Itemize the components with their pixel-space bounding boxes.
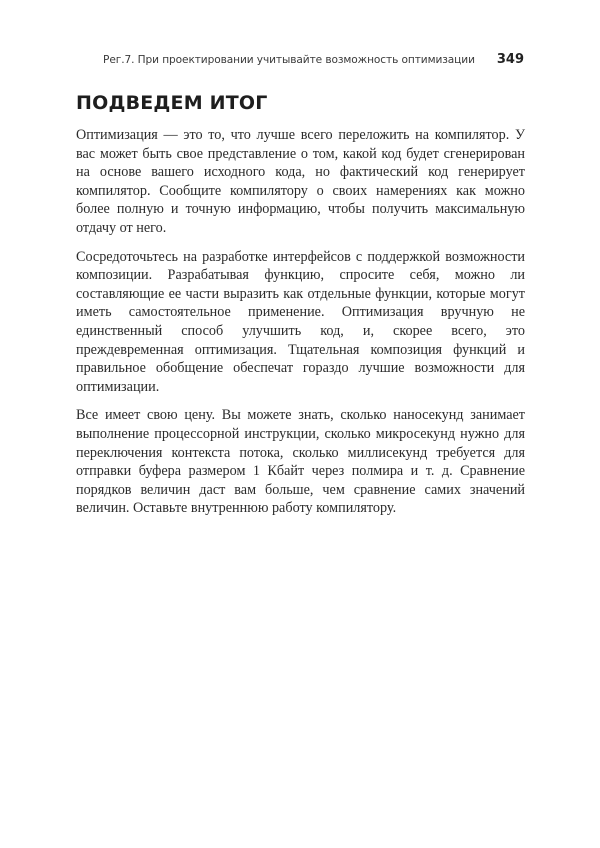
section-title: ПОДВЕДЕМ ИТОГ — [76, 92, 268, 114]
page-number: 349 — [496, 52, 524, 67]
paragraph-2: Сосредоточьтесь на разработке интерфейсов с поддержкой возможности композиции. Разрабатывая функцию, спросите себя, можно ли составляющие ее части выразить как отдельные функции, которые могут иметь самостоятельное применение. Оптимизация вручную не единственный способ улучшить код, и, скорее всего, это преждевременная оптимизация. Тщательная композиция функций и правильное обобщение обеспечат гораздо лучшие возможности для оптимизации. — [76, 248, 525, 395]
running-header — [76, 52, 524, 70]
paragraph-3: Все имеет свою цену. Вы можете знать, сколько наносекунд занимает выполнение процессорной инструкции, сколько микросекунд нужно для переключения контекста потока, сколько миллисекунд требуется для отправки буфера размером 1 Кбайт через полмира и т. д. Сравнение порядков величин даст вам больше, чем сравнение самих значений величин. Оставьте внутреннюю работу компилятору. — [76, 407, 525, 517]
paragraph-1: Оптимизация — это то, что лучше всего переложить на компилятор. У вас может быть свое представление о том, какой код будет сгенерирован на основе вашего исходного кода, но фактический код генерирует компилятор. Сообщите компилятору о своих намерениях как можно более полную и точную информацию, чтобы получить максимальную отдачу от него. — [76, 127, 525, 236]
running-title: Рег.7. При проектировании учитывайте возможность оптимизации — [103, 54, 475, 66]
body-text — [76, 126, 525, 528]
